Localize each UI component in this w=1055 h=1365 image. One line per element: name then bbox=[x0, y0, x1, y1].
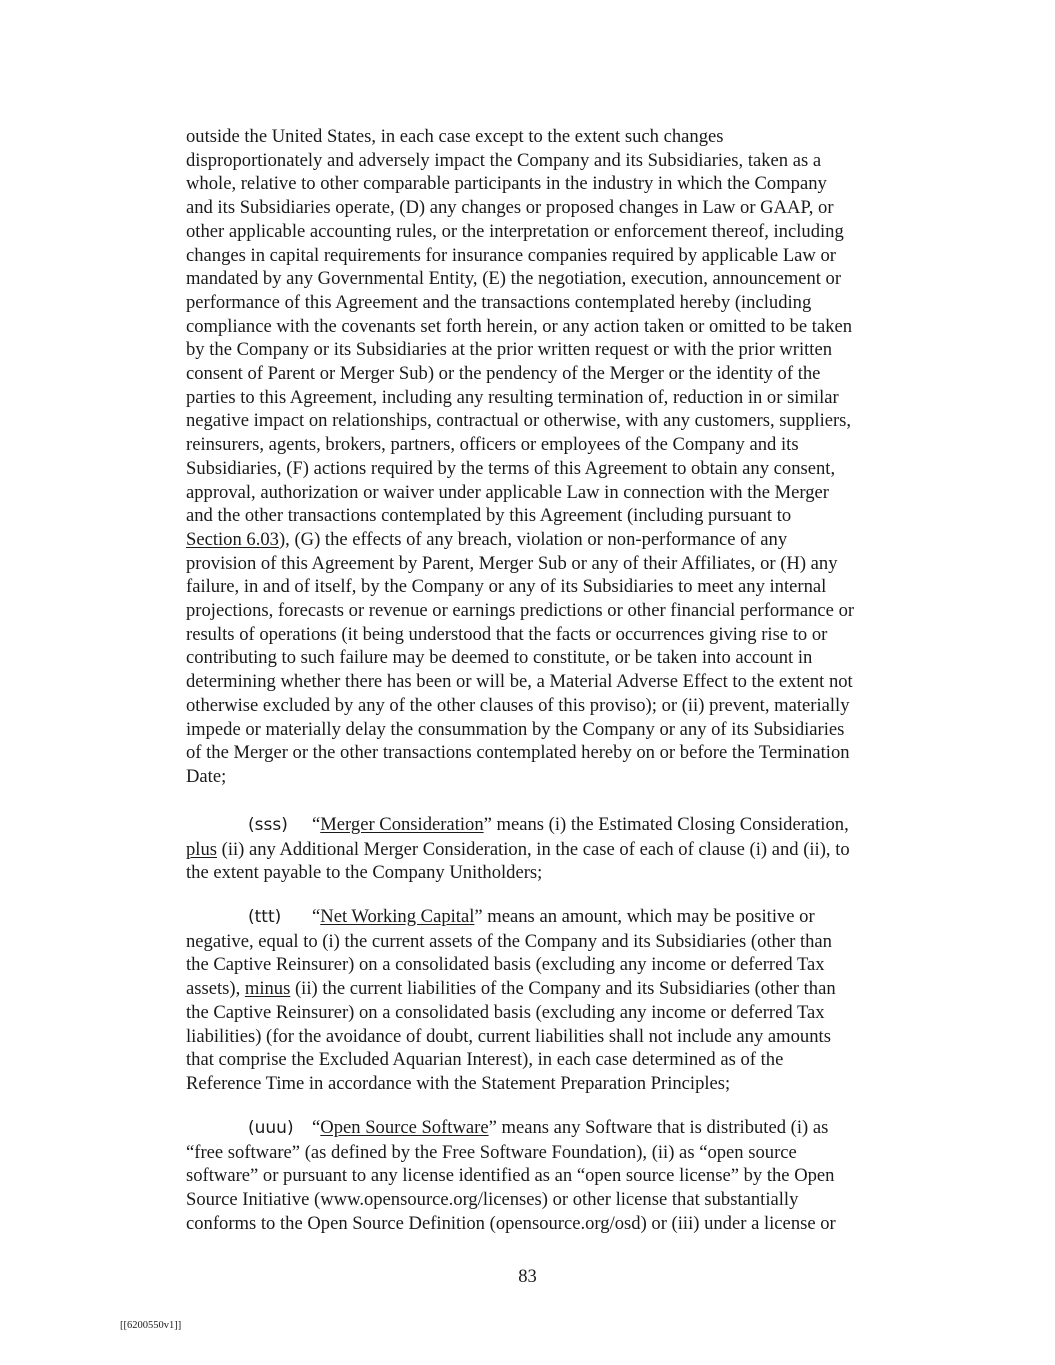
page-number: 83 bbox=[518, 1266, 537, 1287]
section-reference-link: Section 6.03 bbox=[186, 528, 279, 550]
emphasis-term: minus bbox=[244, 978, 291, 1000]
continuation-paragraph: outside the United States, in each case except to the extent such changes disproportionately and adversely impact the Company and its Subsidiaries, taken as a whole, relative to other comparable participants in the industry in which the Company and its Subsidiaries operate, (D) any changes or proposed changes in Law or GAAP, or other applicable accounting rules, or the interpretation or enforcement thereof, including changes in capital requirements for insurance companies required by applicable Law or mandated by any Governmental Entity, (E) the negotiation, execution, announcement or performance of this Agreement and the transactions contemplated hereby (including compliance with the covenants set forth herein, or any action taken or omitted to be taken by the Company or its Subsidiaries at the prior written request or with the prior written consent of Parent or Merger Sub) or the pendency of the Merger or the identity of the parties to this Agreement, including any resulting termination of, reduction in or similar negative impact on relationships, contractual or otherwise, with any customers, suppliers, reinsurers, agents, brokers, partners, officers or employees of the Company and its Subsidiaries, (F) actions required by the terms of this Agreement to obtain any consent, approval, authorization or waiver under applicable Law in connection with the Merger and the other transactions contemplated by this Agreement (including pursuant to Section 6.03), (G) the effects of any breach, violation or non-performance of any provision of this Agreement by Parent, Merger Sub or any of their Affiliates, or (H) any failure, in and of itself, by the Company or any of its Subsidiaries to meet any internal projections, forecasts or revenue or earnings predictions or other financial performance or results of operations (it being understood that the facts or occurrences giving rise to or contributing to such failure may be deemed to constitute, or be taken into account in determining whether there has been or will be, a Material Adverse Effect to the extent not otherwise excluded by any of the other clauses of this proviso); or (ii) prevent, materially impede or materially delay the consummation by the Company or any of its Subsidiaries of the Merger or the other transactions contemplated hereby on or before the Termination Date; bbox=[186, 126, 855, 787]
clause-label: (sss) bbox=[248, 815, 288, 835]
defined-term: Net Working Capital bbox=[320, 906, 475, 927]
document-id-footer: [[6200550v1]] bbox=[120, 1320, 182, 1331]
definition-net-working-capital: (ttt) “Net Working Capital” means an amount, which may be positive or negative, equal to (i) the current assets of the Company and its Subsidiaries (other than the Captive Reinsurer) on a consolidated basis (excluding any income or deferred Tax assets), minus (ii) the current liabilities of the Company and its Subsidiaries (other than the Captive Reinsurer) on a consolidated basis (excluding any income or deferred Tax liabilities) (for the avoidance of doubt, current liabilities shall not include any amounts that comprise the Excluded Aquarian Interest), in each case determined as of the Reference Time in accordance with the Statement Preparation Principles; bbox=[186, 906, 836, 1094]
defined-term: Open Source Software bbox=[320, 1117, 489, 1138]
emphasis-term: plus bbox=[186, 838, 217, 860]
definition-open-source-software: (uuu) “Open Source Software” means any Software that is distributed (i) as “free software” (as defined by the Free Software Foundation), (ii) as “open source software” or pursuant to any license identified as an “open source license” by the Open Source Initiative (www.opensource.org/licenses) or other license that substantially conforms to the Open Source Definition (opensource.org/osd) or (iii) under a license or bbox=[186, 1117, 836, 1234]
clause-label: (ttt) bbox=[248, 907, 282, 927]
clause-label: (uuu) bbox=[248, 1118, 294, 1138]
definition-merger-consideration: (sss) “Merger Consideration” means (i) the Estimated Closing Consideration, plus (ii) any Additional Merger Consideration, in the case of each of clause (i) and (ii), to the extent payable to the Company Unitholders; bbox=[186, 814, 850, 884]
defined-term: Merger Consideration bbox=[320, 814, 484, 835]
